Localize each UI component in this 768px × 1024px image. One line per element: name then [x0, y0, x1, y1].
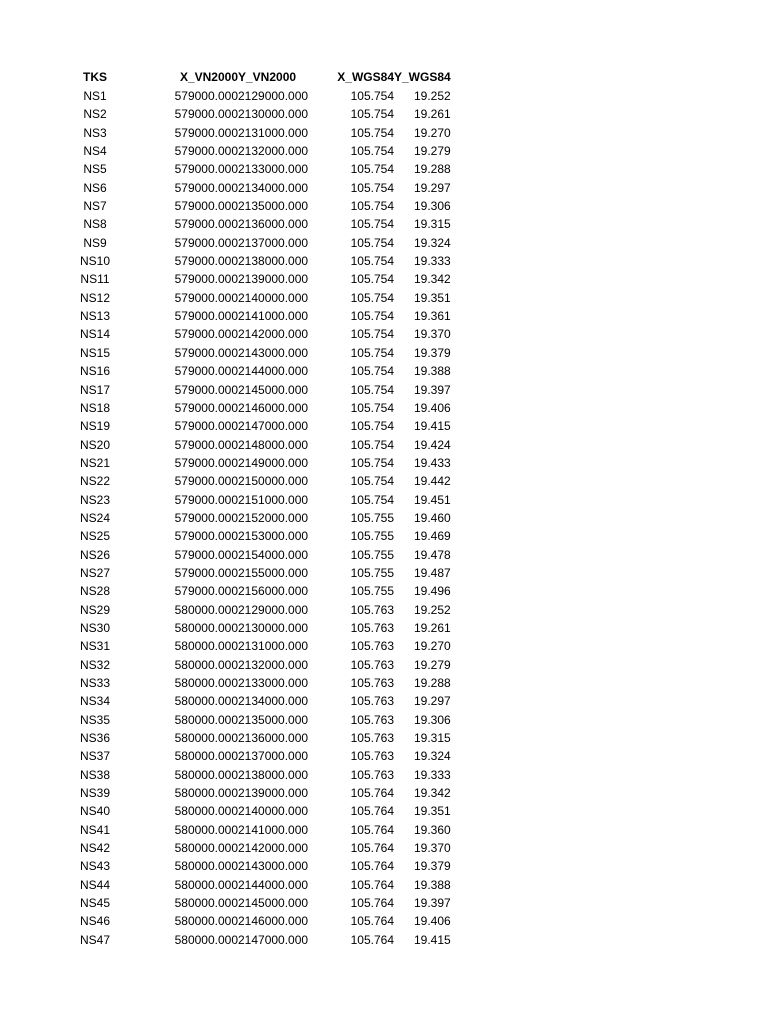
table-row — [76, 436, 451, 454]
cell-x-wgs84: 105.754 — [350, 327, 394, 342]
cell-y-vn2000: 2132000.000 — [238, 144, 309, 159]
cell-y-wgs84: 19.388 — [414, 877, 451, 892]
table-row — [76, 325, 451, 343]
cell-x-wgs84: 105.755 — [350, 584, 394, 599]
table-row — [76, 399, 451, 417]
cell-tks: NS46 — [79, 914, 111, 929]
cell-x-vn2000: 580000.000 — [174, 822, 238, 837]
cell-x-wgs84: 105.764 — [350, 859, 394, 874]
cell-y-wgs84: 19.433 — [414, 455, 451, 470]
cell-y-wgs84: 19.288 — [414, 162, 451, 177]
cell-tks: NS7 — [83, 199, 107, 214]
cell-x-vn2000: 579000.000 — [174, 235, 238, 250]
cell-y-wgs84: 19.261 — [414, 107, 451, 122]
cell-y-wgs84: 19.270 — [414, 125, 451, 140]
cell-x-wgs84: 105.754 — [350, 492, 394, 507]
cell-x-wgs84: 105.754 — [350, 419, 394, 434]
cell-x-wgs84: 105.754 — [350, 254, 394, 269]
table-row — [76, 105, 451, 123]
cell-x-wgs84: 105.755 — [350, 529, 394, 544]
cell-y-wgs84: 19.279 — [414, 657, 451, 672]
cell-tks: NS23 — [79, 492, 111, 507]
cell-tks: NS11 — [80, 272, 110, 287]
cell-y-vn2000: 2137000.000 — [238, 235, 309, 250]
cell-y-wgs84: 19.342 — [414, 272, 451, 287]
cell-y-vn2000: 2131000.000 — [238, 639, 309, 654]
header-y-vn2000: Y_VN2000 — [238, 70, 297, 85]
cell-y-vn2000: 2140000.000 — [238, 290, 309, 305]
cell-x-wgs84: 105.754 — [350, 400, 394, 415]
cell-y-wgs84: 19.415 — [414, 932, 451, 947]
cell-tks: NS47 — [79, 932, 111, 947]
cell-y-vn2000: 2142000.000 — [238, 327, 309, 342]
cell-tks: NS38 — [79, 767, 111, 782]
cell-tks: NS1 — [83, 89, 107, 103]
cell-x-vn2000: 579000.000 — [174, 492, 238, 507]
cell-tks: NS25 — [79, 529, 111, 544]
cell-x-vn2000: 579000.000 — [174, 584, 238, 599]
cell-tks: NS40 — [79, 804, 111, 819]
cell-y-vn2000: 2130000.000 — [238, 107, 309, 122]
cell-x-vn2000: 579000.000 — [174, 290, 238, 305]
cell-tks: NS24 — [79, 510, 111, 525]
cell-x-vn2000: 580000.000 — [174, 694, 238, 709]
cell-x-vn2000: 579000.000 — [174, 437, 238, 452]
cell-y-vn2000: 2129000.000 — [238, 602, 309, 617]
table-row — [76, 876, 451, 894]
cell-x-wgs84: 105.755 — [350, 510, 394, 525]
cell-tks: NS19 — [79, 419, 111, 434]
cell-tks: NS28 — [79, 584, 111, 599]
cell-y-vn2000: 2132000.000 — [238, 657, 309, 672]
cell-x-wgs84: 105.763 — [350, 749, 394, 764]
cell-y-wgs84: 19.442 — [414, 474, 451, 489]
cell-x-wgs84: 105.763 — [350, 676, 394, 690]
cell-x-vn2000: 580000.000 — [174, 620, 238, 635]
cell-y-vn2000: 2155000.000 — [238, 565, 309, 580]
cell-y-wgs84: 19.306 — [414, 712, 451, 727]
cell-x-vn2000: 580000.000 — [174, 804, 238, 819]
cell-x-wgs84: 105.754 — [350, 162, 394, 177]
table-row — [76, 692, 451, 710]
table-row — [76, 381, 451, 399]
cell-tks: NS15 — [79, 345, 111, 360]
cell-x-vn2000: 579000.000 — [174, 474, 238, 489]
cell-x-wgs84: 105.755 — [350, 547, 394, 562]
cell-y-wgs84: 19.478 — [414, 547, 451, 562]
cell-y-vn2000: 2137000.000 — [238, 749, 309, 764]
cell-y-vn2000: 2134000.000 — [238, 694, 309, 709]
cell-x-wgs84: 105.763 — [350, 620, 394, 635]
cell-x-wgs84: 105.764 — [350, 914, 394, 929]
cell-tks: NS20 — [79, 437, 111, 452]
cell-tks: NS31 — [79, 639, 111, 654]
cell-y-vn2000: 2154000.000 — [238, 547, 309, 562]
cell-y-vn2000: 2133000.000 — [238, 162, 309, 177]
cell-tks: NS41 — [79, 822, 111, 837]
cell-y-wgs84: 19.379 — [414, 859, 451, 874]
cell-y-vn2000: 2156000.000 — [238, 584, 309, 599]
cell-y-wgs84: 19.496 — [414, 584, 451, 599]
table-row — [76, 747, 451, 765]
cell-y-vn2000: 2135000.000 — [238, 712, 309, 727]
cell-x-vn2000: 579000.000 — [174, 217, 238, 232]
cell-x-wgs84: 105.763 — [350, 767, 394, 782]
cell-tks: NS9 — [83, 235, 107, 250]
table-row — [76, 307, 451, 325]
cell-y-wgs84: 19.342 — [414, 786, 451, 801]
cell-x-vn2000: 579000.000 — [174, 547, 238, 562]
cell-y-vn2000: 2144000.000 — [238, 877, 309, 892]
cell-y-wgs84: 19.252 — [414, 602, 451, 617]
header-row — [76, 68, 451, 87]
cell-y-wgs84: 19.297 — [414, 180, 451, 195]
cell-x-vn2000: 580000.000 — [174, 602, 238, 617]
cell-x-vn2000: 579000.000 — [174, 529, 238, 544]
table-row — [76, 912, 451, 930]
cell-x-wgs84: 105.754 — [350, 89, 394, 103]
cell-y-vn2000: 2146000.000 — [238, 914, 309, 929]
cell-y-vn2000: 2149000.000 — [238, 455, 309, 470]
cell-y-wgs84: 19.261 — [414, 620, 451, 635]
cell-x-wgs84: 105.763 — [350, 694, 394, 709]
cell-y-vn2000: 2138000.000 — [238, 767, 309, 782]
cell-tks: NS3 — [83, 125, 107, 140]
cell-y-vn2000: 2148000.000 — [238, 437, 309, 452]
cell-y-vn2000: 2140000.000 — [238, 804, 309, 819]
cell-y-wgs84: 19.370 — [414, 841, 451, 856]
cell-x-vn2000: 579000.000 — [174, 309, 238, 324]
cell-x-vn2000: 579000.000 — [174, 565, 238, 580]
cell-x-wgs84: 105.754 — [350, 235, 394, 250]
table-row — [76, 674, 451, 692]
table-row — [76, 601, 451, 619]
cell-tks: NS14 — [79, 327, 111, 342]
table-row — [76, 931, 451, 949]
cell-y-wgs84: 19.406 — [414, 400, 451, 415]
table-row — [76, 582, 451, 600]
cell-tks: NS18 — [79, 400, 111, 415]
cell-y-wgs84: 19.270 — [414, 639, 451, 654]
cell-x-wgs84: 105.763 — [350, 731, 394, 746]
cell-x-vn2000: 580000.000 — [174, 859, 238, 874]
cell-y-wgs84: 19.288 — [414, 676, 451, 690]
cell-x-wgs84: 105.754 — [350, 364, 394, 379]
table-row — [76, 197, 451, 215]
table-row — [76, 894, 451, 912]
cell-x-vn2000: 580000.000 — [174, 841, 238, 856]
cell-y-vn2000: 2147000.000 — [238, 419, 309, 434]
cell-y-wgs84: 19.388 — [414, 364, 451, 379]
cell-x-vn2000: 579000.000 — [174, 254, 238, 269]
cell-tks: NS26 — [79, 547, 111, 562]
cell-x-wgs84: 105.754 — [350, 474, 394, 489]
cell-y-wgs84: 19.451 — [414, 492, 451, 507]
cell-y-wgs84: 19.360 — [414, 822, 451, 837]
cell-x-wgs84: 105.763 — [350, 657, 394, 672]
cell-x-wgs84: 105.754 — [350, 345, 394, 360]
cell-y-vn2000: 2143000.000 — [238, 859, 309, 874]
cell-x-vn2000: 579000.000 — [174, 419, 238, 434]
cell-tks: NS8 — [83, 217, 107, 232]
cell-x-vn2000: 579000.000 — [174, 382, 238, 397]
cell-x-wgs84: 105.754 — [350, 125, 394, 140]
cell-x-vn2000: 579000.000 — [174, 180, 238, 195]
cell-y-vn2000: 2147000.000 — [238, 932, 309, 947]
cell-y-vn2000: 2141000.000 — [238, 822, 309, 837]
cell-y-wgs84: 19.415 — [414, 419, 451, 434]
cell-x-wgs84: 105.754 — [350, 272, 394, 287]
cell-x-vn2000: 580000.000 — [174, 639, 238, 654]
cell-y-wgs84: 19.279 — [414, 144, 451, 159]
cell-tks: NS5 — [83, 162, 107, 177]
table-row — [76, 509, 451, 527]
header-x-wgs84: X_WGS84 — [337, 70, 394, 85]
cell-y-wgs84: 19.406 — [414, 914, 451, 929]
cell-y-wgs84: 19.306 — [414, 199, 451, 214]
table-row — [76, 417, 451, 435]
cell-tks: NS34 — [79, 694, 111, 709]
cell-y-vn2000: 2144000.000 — [238, 364, 309, 379]
cell-x-vn2000: 580000.000 — [174, 676, 238, 690]
cell-tks: NS30 — [79, 620, 111, 635]
cell-y-vn2000: 2152000.000 — [238, 510, 309, 525]
cell-x-vn2000: 580000.000 — [174, 896, 238, 911]
cell-tks: NS44 — [79, 877, 111, 892]
cell-x-wgs84: 105.754 — [350, 217, 394, 232]
table-row — [76, 784, 451, 802]
cell-tks: NS10 — [79, 254, 111, 269]
table-row — [76, 839, 451, 857]
cell-y-wgs84: 19.370 — [414, 327, 451, 342]
table-row — [76, 344, 451, 362]
cell-tks: NS32 — [79, 657, 111, 672]
table-row — [76, 87, 451, 105]
cell-tks: NS29 — [79, 602, 111, 617]
cell-x-wgs84: 105.754 — [350, 180, 394, 195]
table-row — [76, 729, 451, 747]
cell-x-vn2000: 579000.000 — [174, 400, 238, 415]
cell-tks: NS22 — [79, 474, 111, 489]
table-body — [76, 87, 451, 949]
cell-x-vn2000: 579000.000 — [174, 510, 238, 525]
cell-tks: NS16 — [79, 364, 111, 379]
cell-y-vn2000: 2139000.000 — [238, 786, 309, 801]
table-header — [76, 68, 451, 87]
cell-tks: NS17 — [79, 382, 111, 397]
cell-y-wgs84: 19.379 — [414, 345, 451, 360]
cell-x-wgs84: 105.763 — [350, 712, 394, 727]
cell-tks: NS13 — [79, 309, 111, 324]
cell-y-wgs84: 19.333 — [414, 254, 451, 269]
cell-x-vn2000: 580000.000 — [174, 712, 238, 727]
cell-y-wgs84: 19.333 — [414, 767, 451, 782]
table-row — [76, 637, 451, 655]
cell-y-vn2000: 2136000.000 — [238, 731, 309, 746]
cell-y-wgs84: 19.324 — [414, 749, 451, 764]
cell-tks: NS6 — [83, 180, 107, 195]
cell-y-vn2000: 2138000.000 — [238, 254, 309, 269]
table-row — [76, 802, 451, 820]
cell-x-wgs84: 105.764 — [350, 896, 394, 911]
table-row — [76, 270, 451, 288]
table-row — [76, 289, 451, 307]
cell-x-vn2000: 580000.000 — [174, 657, 238, 672]
header-x-vn2000: X_VN2000 — [179, 70, 238, 85]
cell-x-vn2000: 579000.000 — [174, 345, 238, 360]
table-row — [76, 857, 451, 875]
cell-x-vn2000: 579000.000 — [174, 272, 238, 287]
cell-x-vn2000: 580000.000 — [174, 786, 238, 801]
cell-tks: NS33 — [79, 676, 111, 690]
table-row — [76, 362, 451, 380]
cell-y-wgs84: 19.487 — [414, 565, 451, 580]
cell-y-wgs84: 19.460 — [414, 510, 451, 525]
cell-x-wgs84: 105.754 — [350, 437, 394, 452]
cell-x-wgs84: 105.754 — [350, 144, 394, 159]
table-row — [76, 564, 451, 582]
cell-x-wgs84: 105.754 — [350, 382, 394, 397]
cell-tks: NS45 — [79, 896, 111, 911]
cell-x-vn2000: 580000.000 — [174, 932, 238, 947]
cell-tks: NS21 — [79, 455, 111, 470]
table-row — [76, 252, 451, 270]
cell-x-wgs84: 105.764 — [350, 877, 394, 892]
cell-tks: NS12 — [79, 290, 111, 305]
table-row — [76, 527, 451, 545]
table-row — [76, 619, 451, 637]
cell-x-wgs84: 105.764 — [350, 932, 394, 947]
cell-x-vn2000: 580000.000 — [174, 877, 238, 892]
cell-y-wgs84: 19.297 — [414, 694, 451, 709]
cell-tks: NS4 — [83, 144, 107, 159]
cell-x-wgs84: 105.763 — [350, 639, 394, 654]
header-y-wgs84: Y_WGS84 — [394, 70, 451, 85]
table-row — [76, 766, 451, 784]
cell-y-vn2000: 2146000.000 — [238, 400, 309, 415]
cell-x-vn2000: 579000.000 — [174, 89, 238, 103]
cell-y-vn2000: 2151000.000 — [238, 492, 309, 507]
cell-tks: NS42 — [79, 841, 111, 856]
cell-y-vn2000: 2130000.000 — [238, 620, 309, 635]
cell-y-vn2000: 2143000.000 — [238, 345, 309, 360]
cell-x-vn2000: 579000.000 — [174, 199, 238, 214]
cell-x-vn2000: 579000.000 — [174, 327, 238, 342]
cell-tks: NS2 — [83, 107, 107, 122]
cell-y-vn2000: 2129000.000 — [238, 89, 309, 103]
cell-y-wgs84: 19.361 — [414, 309, 451, 324]
cell-x-wgs84: 105.764 — [350, 786, 394, 801]
cell-y-vn2000: 2153000.000 — [238, 529, 309, 544]
cell-x-vn2000: 580000.000 — [174, 749, 238, 764]
cell-tks: NS43 — [79, 859, 111, 874]
coordinate-table-page — [76, 68, 451, 949]
cell-y-wgs84: 19.351 — [414, 804, 451, 819]
cell-x-vn2000: 579000.000 — [174, 107, 238, 122]
table-row — [76, 215, 451, 233]
coordinate-table — [76, 68, 451, 949]
cell-y-wgs84: 19.324 — [414, 235, 451, 250]
cell-tks: NS36 — [79, 731, 111, 746]
table-row — [76, 472, 451, 490]
cell-y-vn2000: 2133000.000 — [238, 676, 309, 690]
table-row — [76, 142, 451, 160]
cell-x-wgs84: 105.764 — [350, 822, 394, 837]
cell-x-wgs84: 105.754 — [350, 309, 394, 324]
cell-x-wgs84: 105.754 — [350, 290, 394, 305]
cell-y-vn2000: 2150000.000 — [238, 474, 309, 489]
cell-y-vn2000: 2136000.000 — [238, 217, 309, 232]
cell-y-wgs84: 19.424 — [414, 437, 451, 452]
table-row — [76, 160, 451, 178]
cell-x-vn2000: 579000.000 — [174, 125, 238, 140]
cell-y-vn2000: 2135000.000 — [238, 199, 309, 214]
table-row — [76, 454, 451, 472]
cell-y-wgs84: 19.397 — [414, 382, 451, 397]
cell-y-wgs84: 19.252 — [414, 89, 451, 103]
cell-x-vn2000: 579000.000 — [174, 364, 238, 379]
header-tks: TKS — [83, 70, 107, 85]
cell-y-vn2000: 2142000.000 — [238, 841, 309, 856]
table-row — [76, 179, 451, 197]
cell-x-wgs84: 105.763 — [350, 602, 394, 617]
cell-y-wgs84: 19.397 — [414, 896, 451, 911]
table-row — [76, 234, 451, 252]
cell-x-wgs84: 105.754 — [350, 107, 394, 122]
cell-y-wgs84: 19.315 — [414, 217, 451, 232]
table-row — [76, 546, 451, 564]
cell-x-wgs84: 105.764 — [350, 841, 394, 856]
table-row — [76, 656, 451, 674]
table-row — [76, 491, 451, 509]
cell-y-vn2000: 2145000.000 — [238, 382, 309, 397]
cell-y-vn2000: 2139000.000 — [238, 272, 309, 287]
cell-x-vn2000: 580000.000 — [174, 767, 238, 782]
cell-tks: NS35 — [79, 712, 111, 727]
cell-tks: NS39 — [79, 786, 111, 801]
cell-x-wgs84: 105.764 — [350, 804, 394, 819]
cell-x-vn2000: 580000.000 — [174, 731, 238, 746]
cell-x-wgs84: 105.754 — [350, 455, 394, 470]
table-row — [76, 124, 451, 142]
cell-x-vn2000: 580000.000 — [174, 914, 238, 929]
cell-y-vn2000: 2145000.000 — [238, 896, 309, 911]
cell-tks: NS27 — [79, 565, 111, 580]
cell-x-wgs84: 105.754 — [350, 199, 394, 214]
cell-y-wgs84: 19.315 — [414, 731, 451, 746]
cell-y-vn2000: 2141000.000 — [238, 309, 309, 324]
table-row — [76, 821, 451, 839]
cell-x-wgs84: 105.755 — [350, 565, 394, 580]
cell-y-wgs84: 19.351 — [414, 290, 451, 305]
cell-x-vn2000: 579000.000 — [174, 144, 238, 159]
cell-y-wgs84: 19.469 — [414, 529, 451, 544]
cell-y-vn2000: 2134000.000 — [238, 180, 309, 195]
table-row — [76, 711, 451, 729]
cell-tks: NS37 — [79, 749, 111, 764]
cell-x-vn2000: 579000.000 — [174, 162, 238, 177]
cell-y-vn2000: 2131000.000 — [238, 125, 309, 140]
cell-x-vn2000: 579000.000 — [174, 455, 238, 470]
